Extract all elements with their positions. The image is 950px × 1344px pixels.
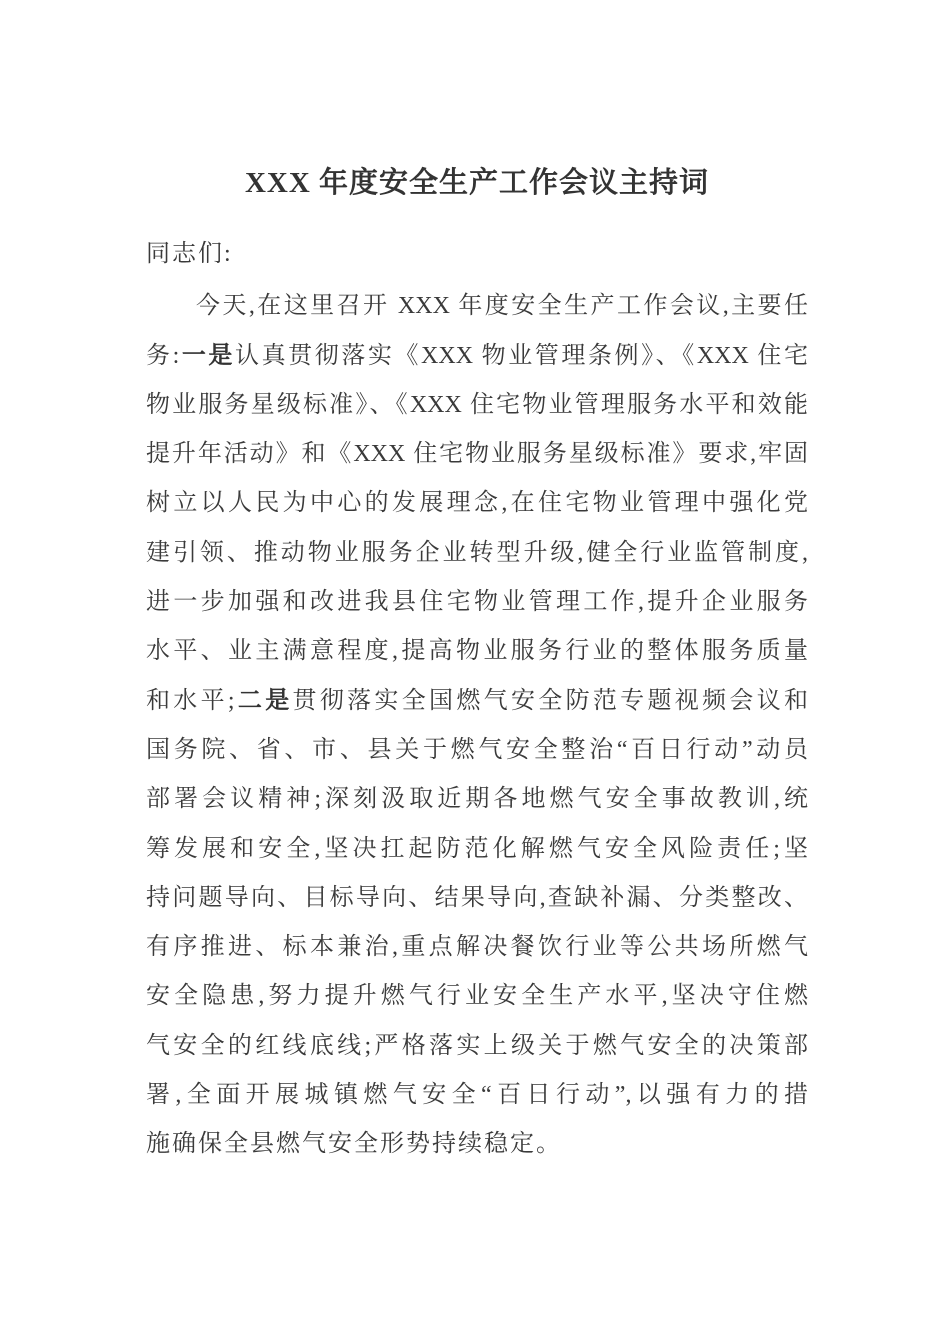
text-segment: 水平、业主满意程度,提高物业服务行业的整体服务质量 [146,638,808,665]
emphasis-text: 二是 [234,687,293,714]
text-segment: 和水平; [146,687,235,714]
paragraph-line [146,282,808,331]
text-segment: 贯彻落实全国燃气安全防范专题视频会议和 [292,687,809,714]
paragraph-line [146,874,808,923]
text-segment: 进一步加强和改进我县住宅物业管理工作,提升企业服务 [146,589,808,616]
paragraph-line [146,381,808,430]
text-segment: 持问题导向、目标导向、结果导向,查缺补漏、分类整改、 [146,884,808,911]
text-segment: 今天,在这里召开 XXX 年度安全生产工作会议,主要任 [196,293,808,320]
paragraph-line [146,332,808,381]
text-segment: 物业服务星级标准》、《XXX 住宅物业管理服务水平和效能 [146,391,808,418]
paragraph-line [146,479,808,528]
paragraph-line [146,627,808,676]
document-title: XXX 年度安全生产工作会议主持词 [244,167,710,199]
text-segment: 安全隐患,努力提升燃气行业安全生产水平,坚决守住燃 [146,983,808,1010]
paragraph-line [146,1071,808,1120]
paragraph-line [146,430,808,479]
paragraph-line [146,677,808,726]
text-segment: 务: [146,342,180,369]
text-segment: 有序推进、标本兼治,重点解决餐饮行业等公共场所燃气 [146,934,808,961]
paragraph-line [146,825,808,874]
paragraph-line [146,775,808,824]
text-segment: 部署会议精神;深刻汲取近期各地燃气安全事故教训,统 [146,786,808,813]
paragraph-line [146,1120,808,1169]
paragraph-line [146,923,808,972]
document-body [146,282,808,1169]
salutation: 同志们: [146,241,233,267]
text-segment: 筹发展和安全,坚决扛起防范化解燃气安全风险责任;坚 [146,835,808,862]
paragraph-line [146,972,808,1021]
text-segment: 署,全面开展城镇燃气安全“百日行动”,以强有力的措 [146,1082,808,1109]
paragraph-line [146,726,808,775]
text-segment: 提升年活动》和《XXX 住宅物业服务星级标准》要求,牢固 [146,441,808,468]
emphasis-text: 一是 [179,342,235,369]
paragraph-line [146,1022,808,1071]
text-segment: 认真贯彻落实《XXX 物业管理条例》、《XXX 住宅 [235,342,809,369]
paragraph-line [146,529,808,578]
text-segment: 树立以人民为中心的发展理念,在住宅物业管理中强化党 [146,490,808,517]
text-segment: 施确保全县燃气安全形势持续稳定。 [146,1131,562,1158]
paragraph-line [146,578,808,627]
text-segment: 国务院、省、市、县关于燃气安全整治“百日行动”动员 [146,736,808,763]
text-segment: 气安全的红线底线;严格落实上级关于燃气安全的决策部 [146,1032,808,1059]
text-segment: 建引领、推动物业服务企业转型升级,健全行业监管制度, [146,539,808,566]
